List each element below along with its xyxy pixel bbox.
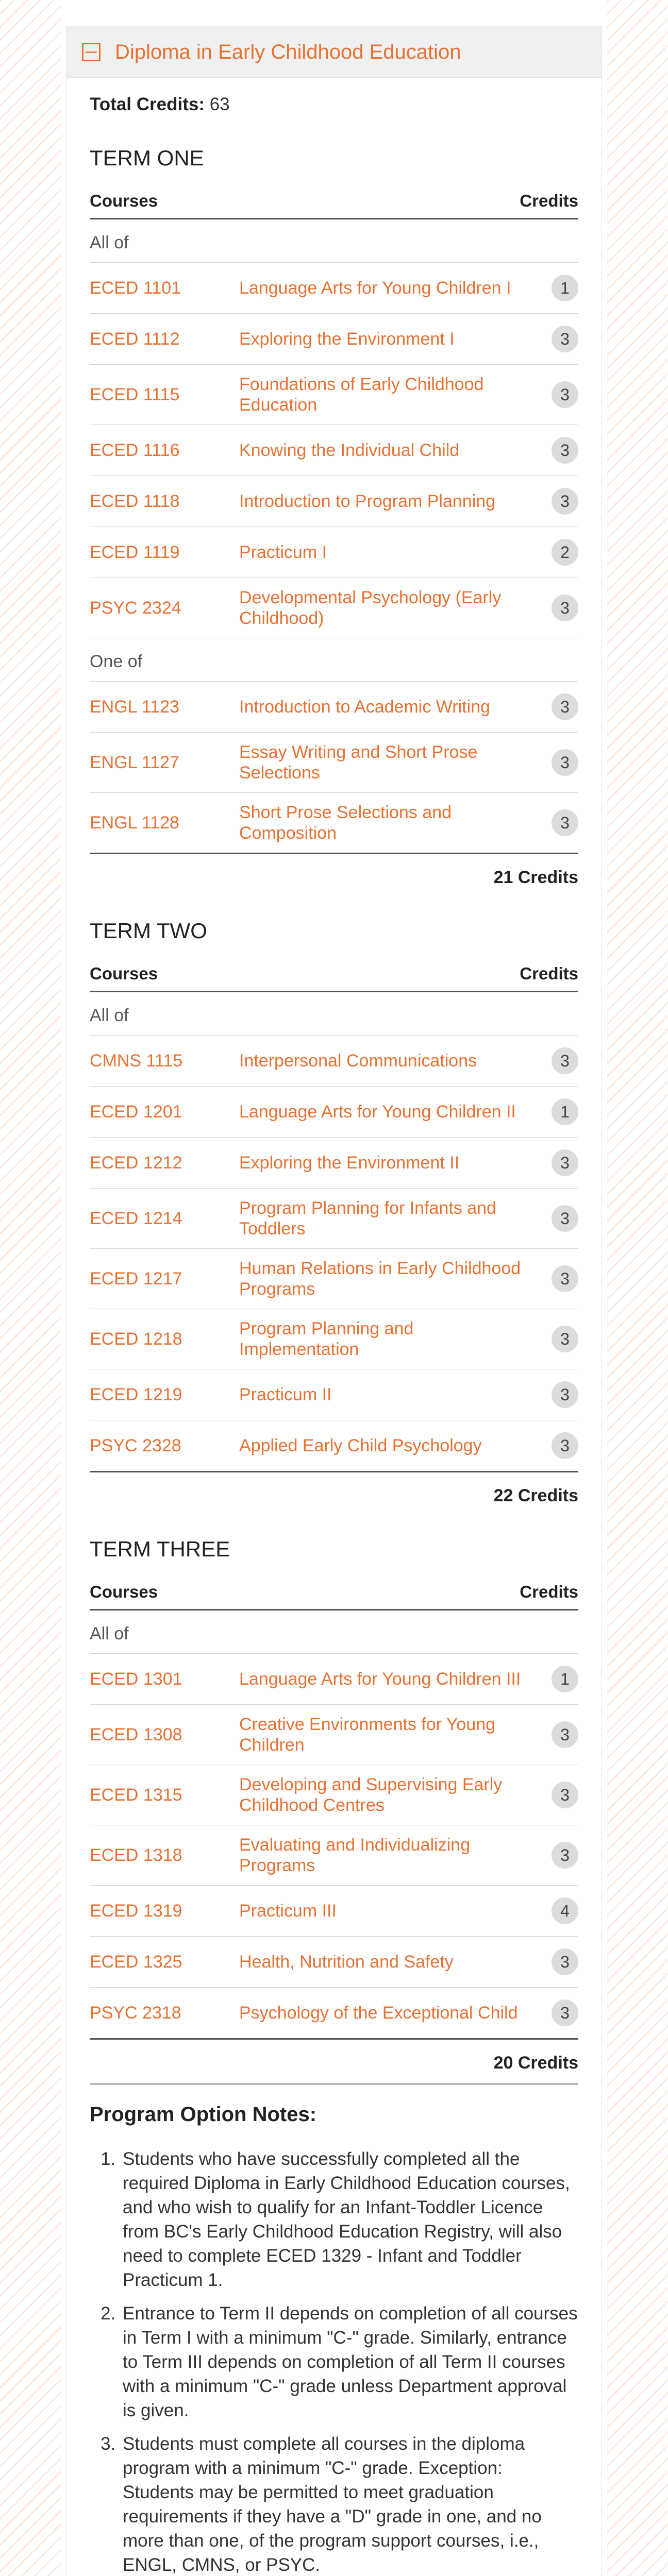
accordion-title: Diploma in Early Childhood Education bbox=[115, 40, 461, 63]
course-code-link[interactable]: PSYC 2324 bbox=[90, 598, 181, 618]
term-one-section bbox=[90, 146, 578, 888]
course-code-link[interactable]: ECED 1301 bbox=[90, 1669, 182, 1689]
course-code-link[interactable]: ENGL 1128 bbox=[90, 812, 179, 833]
course-code-link[interactable]: ECED 1214 bbox=[90, 1208, 182, 1228]
credits-badge: 3 bbox=[552, 1432, 578, 1459]
course-row bbox=[90, 1988, 578, 2040]
decorative-stripes-left bbox=[0, 0, 61, 2576]
term-two-section bbox=[90, 919, 578, 1506]
course-code-link[interactable]: ECED 1217 bbox=[90, 1268, 182, 1289]
term-three-section bbox=[90, 1537, 578, 2073]
accordion-body bbox=[66, 94, 602, 2576]
credits-badge: 1 bbox=[552, 275, 578, 301]
group-label: All of bbox=[90, 1611, 578, 1654]
course-row bbox=[90, 365, 578, 425]
course-row bbox=[90, 733, 578, 793]
course-code-link[interactable]: ECED 1308 bbox=[90, 1724, 182, 1744]
course-title-link[interactable]: Essay Writing and Short Prose Selections bbox=[239, 742, 478, 783]
credits-badge: 3 bbox=[552, 1381, 578, 1408]
credits-badge: 3 bbox=[552, 595, 578, 621]
course-row bbox=[90, 1886, 578, 1937]
course-title-link[interactable]: Practicum II bbox=[239, 1385, 332, 1404]
credits-badge: 3 bbox=[552, 693, 578, 720]
term-credits-total: 20 Credits bbox=[493, 2053, 578, 2073]
column-header-courses: Courses bbox=[90, 1582, 158, 1601]
course-row bbox=[90, 793, 578, 854]
credits-badge: 3 bbox=[552, 1047, 578, 1074]
course-row bbox=[90, 682, 578, 733]
course-code-link[interactable]: ECED 1201 bbox=[90, 1101, 182, 1122]
notes-list bbox=[90, 2147, 578, 2576]
course-row bbox=[90, 1420, 578, 1472]
course-title-link[interactable]: Practicum I bbox=[239, 543, 327, 562]
course-row bbox=[90, 1087, 578, 1138]
course-title-link[interactable]: Exploring the Environment I bbox=[239, 329, 455, 349]
credits-badge: 1 bbox=[552, 1098, 578, 1125]
credits-badge: 3 bbox=[552, 488, 578, 515]
course-row bbox=[90, 1369, 578, 1420]
credits-badge: 3 bbox=[552, 749, 578, 776]
course-code-link[interactable]: PSYC 2328 bbox=[90, 1435, 181, 1455]
course-row bbox=[90, 1765, 578, 1825]
course-row bbox=[90, 1036, 578, 1087]
credits-badge: 3 bbox=[552, 437, 578, 464]
course-title-link[interactable]: Practicum III bbox=[239, 1901, 337, 1921]
credits-badge: 3 bbox=[552, 1265, 578, 1292]
term-credits-total: 21 Credits bbox=[493, 868, 578, 887]
course-code-link[interactable]: CMNS 1115 bbox=[90, 1050, 183, 1071]
column-header-courses: Courses bbox=[90, 964, 158, 983]
term-credits-total: 22 Credits bbox=[493, 1486, 578, 1505]
course-code-link[interactable]: ECED 1218 bbox=[90, 1329, 182, 1349]
table-header bbox=[90, 191, 578, 219]
credits-badge: 1 bbox=[552, 1666, 578, 1692]
course-title-link[interactable]: Foundations of Early Childhood Education bbox=[239, 375, 484, 415]
course-title-link[interactable]: Knowing the Individual Child bbox=[239, 440, 460, 460]
course-code-link[interactable]: ECED 1116 bbox=[90, 440, 180, 460]
course-title-link[interactable]: Introduction to Academic Writing bbox=[239, 697, 490, 717]
course-code-link[interactable]: ECED 1101 bbox=[90, 278, 181, 298]
credits-badge: 2 bbox=[552, 539, 578, 566]
divider bbox=[90, 2083, 578, 2084]
table-header bbox=[90, 1582, 578, 1611]
total-credits bbox=[90, 94, 578, 115]
course-row bbox=[90, 1654, 578, 1705]
course-title-link[interactable]: Language Arts for Young Children II bbox=[239, 1102, 516, 1122]
group-label: One of bbox=[90, 638, 578, 682]
course-title-link[interactable]: Program Planning and Implementation bbox=[239, 1319, 414, 1359]
minus-icon[interactable]: − bbox=[82, 43, 101, 61]
column-header-courses: Courses bbox=[90, 191, 158, 210]
course-row bbox=[90, 1138, 578, 1189]
course-title-link[interactable]: Evaluating and Individualizing Programs bbox=[239, 1835, 470, 1875]
course-row bbox=[90, 476, 578, 527]
course-code-link[interactable]: ECED 1112 bbox=[90, 329, 180, 349]
course-title-link[interactable]: Human Relations in Early Childhood Programs bbox=[239, 1259, 521, 1299]
decorative-stripes-right bbox=[607, 0, 668, 2576]
course-code-link[interactable]: PSYC 2318 bbox=[90, 2003, 181, 2023]
course-title-link[interactable]: Creative Environments for Young Children bbox=[239, 1715, 496, 1755]
group-label: All of bbox=[90, 219, 578, 263]
note-item: 3. Students must complete all courses in the diploma program with a minimum "C-" grade. Exception: Students may be permitted to meet graduation requirements if they have a "D" grade in one, and no more than one, of the program support courses, i.e., ENGL, CMNS, or PSYC. bbox=[121, 2432, 578, 2576]
course-code-link[interactable]: ENGL 1127 bbox=[90, 752, 179, 772]
course-code-link[interactable]: ECED 1318 bbox=[90, 1845, 182, 1865]
course-code-link[interactable]: ECED 1118 bbox=[90, 491, 180, 511]
accordion-header-diploma[interactable] bbox=[66, 26, 602, 78]
credits-badge: 3 bbox=[552, 809, 578, 836]
course-title-link[interactable]: Health, Nutrition and Safety bbox=[239, 1952, 454, 1972]
table-header bbox=[90, 964, 578, 992]
credits-badge: 3 bbox=[552, 1948, 578, 1975]
course-row bbox=[90, 314, 578, 365]
course-code-link[interactable]: ECED 1119 bbox=[90, 542, 180, 562]
course-row bbox=[90, 1249, 578, 1309]
course-row bbox=[90, 527, 578, 578]
accordion-diploma bbox=[66, 26, 602, 2576]
note-item: 2. Entrance to Term II depends on completion of all courses in Term I with a minimum "C-" grade. Similarly, entrance to Term III depends on completion of all Term II courses with a minimum "C-" grade unless Department approval is given. bbox=[121, 2301, 578, 2422]
group-label: All of bbox=[90, 992, 578, 1036]
column-header-credits: Credits bbox=[520, 1582, 578, 1601]
column-header-credits: Credits bbox=[520, 964, 578, 983]
credits-badge: 3 bbox=[552, 1205, 578, 1232]
credits-badge: 3 bbox=[552, 1326, 578, 1352]
course-title-link[interactable]: Introduction to Program Planning bbox=[239, 492, 496, 511]
course-row bbox=[90, 1705, 578, 1765]
notes-heading: Program Option Notes: bbox=[90, 2103, 317, 2126]
course-title-link[interactable]: Program Planning for Infants and Toddlers bbox=[239, 1198, 496, 1239]
term-heading: TERM ONE bbox=[90, 146, 204, 170]
course-title-link[interactable]: Short Prose Selections and Composition bbox=[239, 803, 452, 843]
credits-badge: 3 bbox=[552, 1721, 578, 1748]
course-title-link[interactable]: Exploring the Environment II bbox=[239, 1153, 460, 1173]
credits-badge: 3 bbox=[552, 326, 578, 352]
course-code-link[interactable]: ECED 1115 bbox=[90, 384, 180, 404]
course-title-link[interactable]: Language Arts for Young Children I bbox=[239, 278, 511, 298]
column-header-credits: Credits bbox=[520, 191, 578, 210]
credits-badge: 3 bbox=[552, 1782, 578, 1808]
course-row bbox=[90, 1309, 578, 1369]
total-credits-label: Total Credits: bbox=[90, 94, 205, 114]
course-title-link[interactable]: Interpersonal Communications bbox=[239, 1051, 477, 1071]
credits-badge: 3 bbox=[552, 381, 578, 408]
course-code-link[interactable]: ECED 1219 bbox=[90, 1384, 182, 1404]
course-title-link[interactable]: Language Arts for Young Children III bbox=[239, 1669, 521, 1689]
course-code-link[interactable]: ECED 1325 bbox=[90, 1952, 182, 1972]
term-heading: TERM TWO bbox=[90, 919, 207, 943]
course-row bbox=[90, 425, 578, 476]
credits-badge: 3 bbox=[552, 1149, 578, 1176]
course-row bbox=[90, 1189, 578, 1249]
credits-badge: 3 bbox=[552, 1842, 578, 1869]
course-code-link[interactable]: ECED 1315 bbox=[90, 1785, 182, 1805]
course-row bbox=[90, 1825, 578, 1886]
course-title-link[interactable]: Psychology of the Exceptional Child bbox=[239, 2003, 518, 2023]
term-heading: TERM THREE bbox=[90, 1537, 230, 1561]
course-code-link[interactable]: ECED 1212 bbox=[90, 1153, 182, 1173]
course-title-link[interactable]: Applied Early Child Psychology bbox=[239, 1436, 482, 1455]
accordion-list bbox=[66, 26, 602, 2576]
course-title-link[interactable]: Developmental Psychology (Early Childhood) bbox=[239, 588, 502, 628]
total-credits-value: 63 bbox=[209, 94, 230, 114]
course-row bbox=[90, 578, 578, 638]
credits-badge: 4 bbox=[552, 1897, 578, 1924]
course-title-link[interactable]: Developing and Supervising Early Childhood Centres bbox=[239, 1775, 503, 1815]
credits-badge: 3 bbox=[552, 1999, 578, 2026]
course-row bbox=[90, 1937, 578, 1988]
course-row bbox=[90, 263, 578, 314]
course-code-link[interactable]: ENGL 1123 bbox=[90, 697, 179, 717]
course-code-link[interactable]: ECED 1319 bbox=[90, 1901, 182, 1921]
note-item: 1. Students who have successfully completed all the required Diploma in Early Childhood Education courses, and who wish to qualify for an Infant-Toddler Licence from BC's Early Childhood Education Registry, will also need to complete ECED 1329 - Infant and Toddler Practicum 1. bbox=[121, 2147, 578, 2292]
